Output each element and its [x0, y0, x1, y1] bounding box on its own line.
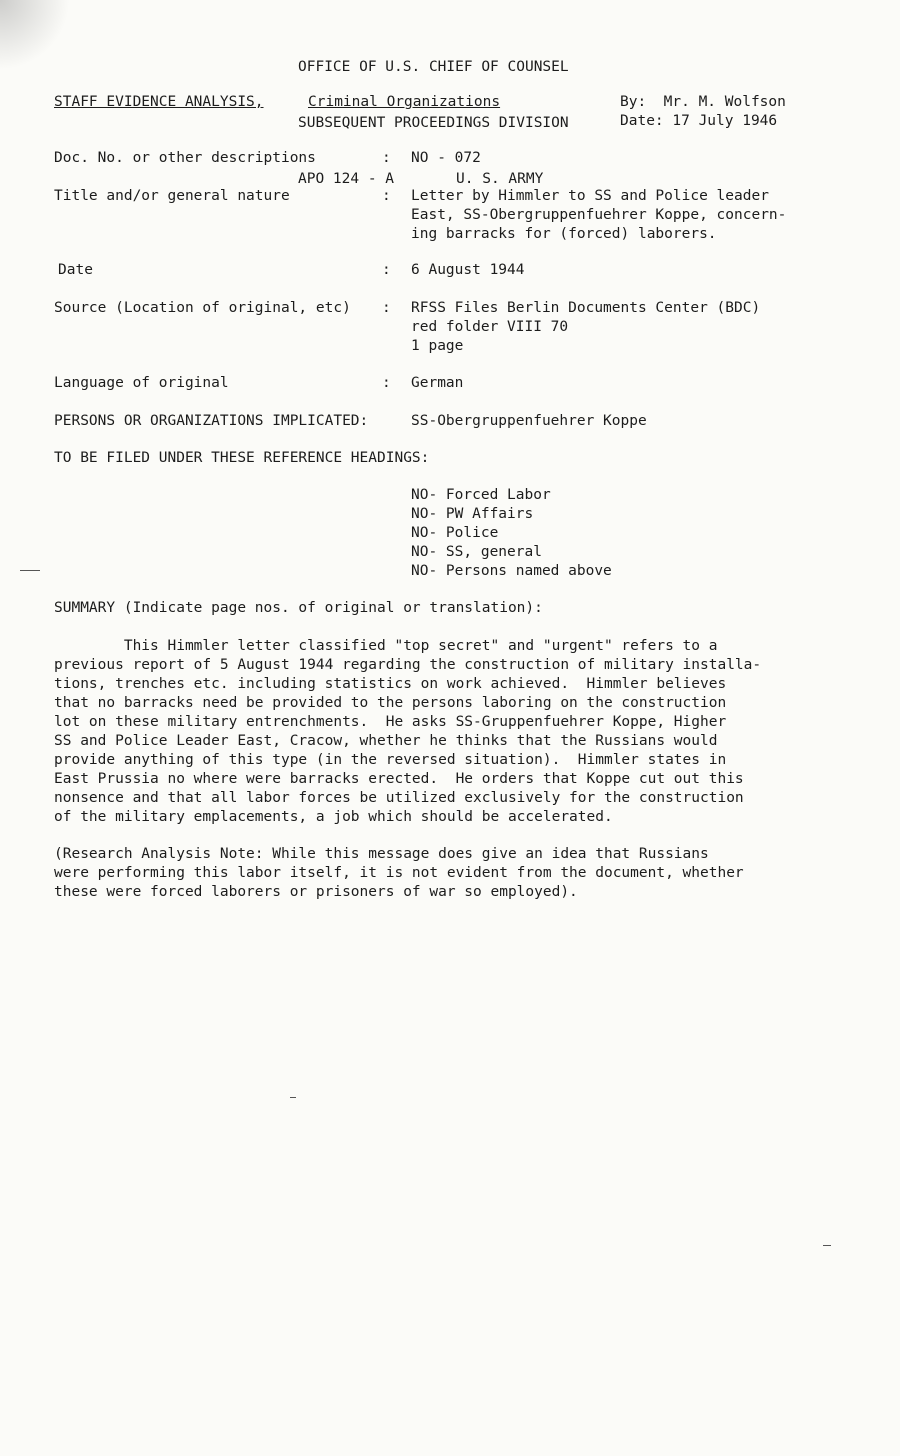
date-line: Date: 17 July 1946 — [620, 113, 778, 129]
scan-mark — [20, 570, 40, 571]
research-note-line: were performing this labor itself, it is not evident from the document, whether — [54, 865, 744, 881]
summary-line: provide anything of this type (in the reversed situation). Himmler states in — [54, 752, 727, 768]
field-value-title-line-2: East, SS-Obergruppenfuehrer Koppe, concern- — [411, 207, 787, 223]
field-value-source-line-2: red folder VIII 70 — [411, 319, 569, 335]
reference-item: NO- Persons named above — [411, 563, 612, 579]
author-line: By: Mr. M. Wolfson — [620, 94, 786, 110]
field-colon: : — [382, 262, 391, 278]
summary-line: of the military emplacements, a job which should be accelerated. — [54, 809, 613, 825]
field-colon: : — [382, 300, 391, 316]
field-label-source: Source (Location of original, etc) — [54, 300, 351, 316]
field-value-language: German — [411, 375, 464, 391]
header-line-2: SUBSEQUENT PROCEEDINGS DIVISION — [298, 115, 569, 131]
header-apo: APO 124 - A — [298, 171, 395, 187]
header-army: U. S. ARMY — [456, 171, 544, 187]
reference-heading: TO BE FILED UNDER THESE REFERENCE HEADINGS: — [54, 450, 430, 466]
scan-mark — [823, 1245, 831, 1246]
research-note-line: these were forced laborers or prisoners of war so employed). — [54, 884, 578, 900]
field-colon: : — [382, 150, 391, 166]
summary-line: that no barracks need be provided to the persons laboring on the construction — [54, 695, 727, 711]
field-colon: : — [382, 188, 391, 204]
field-value-source-line-1: RFSS Files Berlin Documents Center (BDC) — [411, 300, 761, 316]
persons-value: SS-Obergruppenfuehrer Koppe — [411, 413, 647, 429]
subject-heading: Criminal Organizations — [308, 94, 501, 110]
summary-line: East Prussia no where were barracks erected. He orders that Koppe cut out this — [54, 771, 744, 787]
field-label-date: Date — [58, 262, 93, 278]
summary-line: nonsence and that all labor forces be utilized exclusively for the construction — [54, 790, 744, 806]
summary-line: previous report of 5 August 1944 regarding the construction of military installa- — [54, 657, 762, 673]
summary-heading: SUMMARY (Indicate page nos. of original or translation): — [54, 600, 543, 616]
summary-line: SS and Police Leader East, Cracow, whether he thinks that the Russians would — [54, 733, 718, 749]
reference-item: NO- SS, general — [411, 544, 542, 560]
field-label-language: Language of original — [54, 375, 229, 391]
research-note-line: (Research Analysis Note: While this message does give an idea that Russians — [54, 846, 709, 862]
field-label-docno: Doc. No. or other descriptions — [54, 150, 316, 166]
field-value-title-line-3: ing barracks for (forced) laborers. — [411, 226, 717, 242]
field-value-date: 6 August 1944 — [411, 262, 525, 278]
header-line-1: OFFICE OF U.S. CHIEF OF COUNSEL — [298, 59, 569, 75]
scan-smudge — [0, 0, 70, 70]
reference-item: NO- Police — [411, 525, 499, 541]
reference-item: NO- PW Affairs — [411, 506, 534, 522]
field-value-source-line-3: 1 page — [411, 338, 464, 354]
field-colon: : — [382, 375, 391, 391]
scan-mark — [290, 1097, 296, 1098]
summary-line: This Himmler letter classified "top secret" and "urgent" refers to a — [54, 638, 718, 654]
field-value-title-line-1: Letter by Himmler to SS and Police leader — [411, 188, 769, 204]
summary-line: lot on these military entrenchments. He asks SS-Gruppenfuehrer Koppe, Higher — [54, 714, 727, 730]
field-value-docno: NO - 072 — [411, 150, 481, 166]
summary-line: tions, trenches etc. including statistics on work achieved. Himmler believes — [54, 676, 727, 692]
field-label-title: Title and/or general nature — [54, 188, 290, 204]
reference-item: NO- Forced Labor — [411, 487, 551, 503]
staff-evidence-analysis-title: STAFF EVIDENCE ANALYSIS, — [54, 94, 264, 110]
header-line-3 — [298, 170, 569, 188]
persons-label: PERSONS OR ORGANIZATIONS IMPLICATED: — [54, 413, 369, 429]
